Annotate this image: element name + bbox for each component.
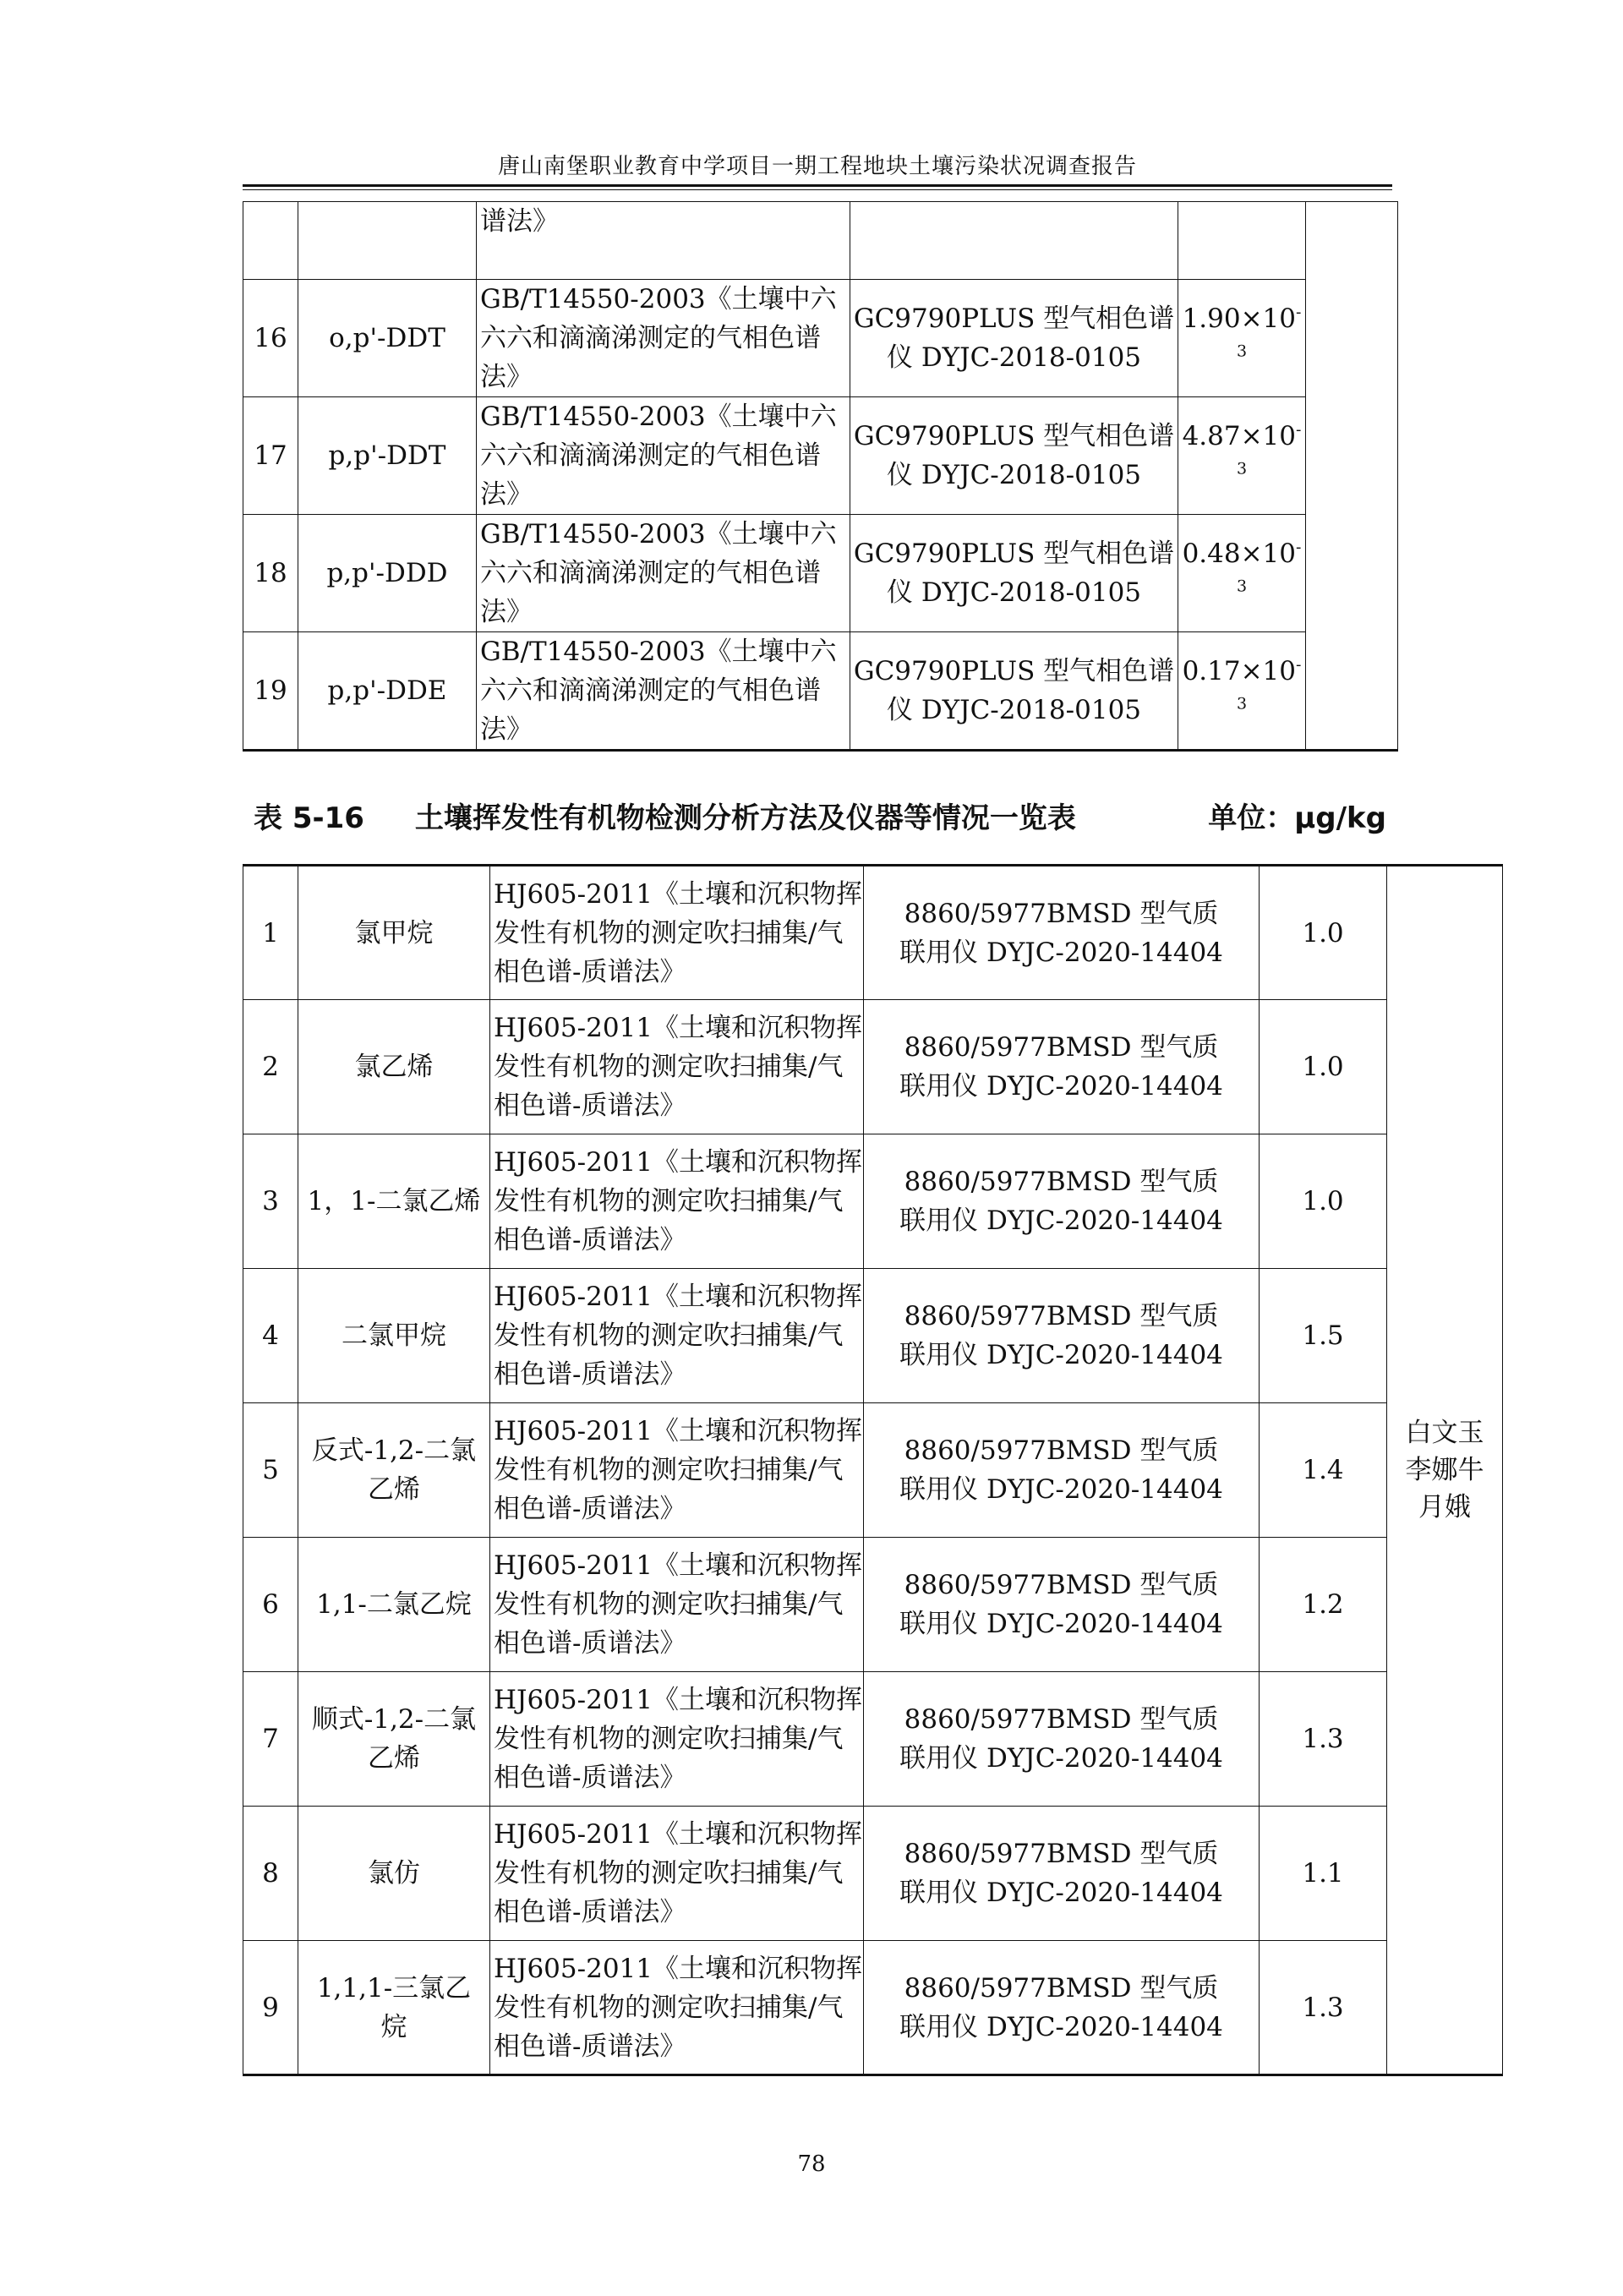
instrument: GC9790PLUS 型气相色谱仪 DYJC-2018-0105 (850, 280, 1178, 397)
compound-name: p,p'-DDD (298, 515, 477, 632)
row-number: 17 (243, 397, 298, 515)
table-caption-unit: 单位：μg/kg (1208, 801, 1386, 835)
table-row (243, 1269, 1503, 1403)
table-row (243, 1403, 1503, 1538)
table-row (243, 202, 1398, 280)
method-standard: HJ605-2011《土壤和沉积物挥发性有机物的测定吹扫捕集/气相色谱-质谱法》 (490, 1672, 864, 1807)
detection-limit: 1.0 (1260, 1000, 1387, 1134)
method-standard: GB/T14550-2003《土壤中六六六和滴滴涕测定的气相色谱法》 (477, 515, 850, 632)
method-standard: HJ605-2011《土壤和沉积物挥发性有机物的测定吹扫捕集/气相色谱-质谱法》 (490, 866, 864, 1000)
compound-name: 氯乙烯 (298, 1000, 490, 1134)
method-standard: HJ605-2011《土壤和沉积物挥发性有机物的测定吹扫捕集/气相色谱-质谱法》 (490, 1941, 864, 2075)
instrument: GC9790PLUS 型气相色谱仪 DYJC-2018-0105 (850, 397, 1178, 515)
table-caption-title: 土壤挥发性有机物检测分析方法及仪器等情况一览表 (414, 801, 1076, 835)
detection-limit (1178, 202, 1306, 280)
method-standard: HJ605-2011《土壤和沉积物挥发性有机物的测定吹扫捕集/气相色谱-质谱法》 (490, 1538, 864, 1672)
limit-exponent: -3 (1236, 303, 1302, 361)
instrument (850, 202, 1178, 280)
analyst-cell (1306, 202, 1398, 751)
table-row (243, 1807, 1503, 1941)
instrument: 8860/5977BMSD 型气质联用仪 DYJC-2020-14404 (864, 1538, 1260, 1672)
ddt-methods-table (243, 201, 1398, 752)
detection-limit: 1.0 (1260, 1134, 1387, 1269)
method-standard: HJ605-2011《土壤和沉积物挥发性有机物的测定吹扫捕集/气相色谱-质谱法》 (490, 1403, 864, 1538)
instrument: 8860/5977BMSD 型气质联用仪 DYJC-2020-14404 (864, 866, 1260, 1000)
method-standard: HJ605-2011《土壤和沉积物挥发性有机物的测定吹扫捕集/气相色谱-质谱法》 (490, 1807, 864, 1941)
detection-limit: $1.90\times 10^{-3}$ (1178, 280, 1306, 397)
row-number: 4 (243, 1269, 298, 1403)
detection-limit: 1.5 (1260, 1269, 1387, 1403)
row-number: 5 (243, 1403, 298, 1538)
method-standard: GB/T14550-2003《土壤中六六六和滴滴涕测定的气相色谱法》 (477, 397, 850, 515)
method-standard: HJ605-2011《土壤和沉积物挥发性有机物的测定吹扫捕集/气相色谱-质谱法》 (490, 1134, 864, 1269)
instrument: 8860/5977BMSD 型气质联用仪 DYJC-2020-14404 (864, 1672, 1260, 1807)
row-number: 18 (243, 515, 298, 632)
row-number: 3 (243, 1134, 298, 1269)
table-row (243, 515, 1398, 632)
compound-name: p,p'-DDE (298, 632, 477, 751)
limit-exponent: -3 (1236, 538, 1302, 596)
method-standard: GB/T14550-2003《土壤中六六六和滴滴涕测定的气相色谱法》 (477, 632, 850, 751)
row-number: 6 (243, 1538, 298, 1672)
voc-methods-table (243, 864, 1503, 2076)
detection-limit: $0.17\times 10^{-3}$ (1178, 632, 1306, 751)
instrument: 8860/5977BMSD 型气质联用仪 DYJC-2020-14404 (864, 1403, 1260, 1538)
compound-name: 反式-1,2-二氯乙烯 (298, 1403, 490, 1538)
compound-name: p,p'-DDT (298, 397, 477, 515)
instrument: 8860/5977BMSD 型气质联用仪 DYJC-2020-14404 (864, 1941, 1260, 2075)
detection-limit: 1.3 (1260, 1941, 1387, 2075)
detection-limit: 1.2 (1260, 1538, 1387, 1672)
limit-exponent: -3 (1236, 655, 1302, 713)
table-caption (254, 795, 1386, 836)
table-row (243, 1941, 1503, 2075)
method-standard: HJ605-2011《土壤和沉积物挥发性有机物的测定吹扫捕集/气相色谱-质谱法》 (490, 1000, 864, 1134)
method-standard: 谱法》 (477, 202, 850, 280)
compound-name: 氯仿 (298, 1807, 490, 1941)
detection-limit: $4.87\times 10^{-3}$ (1178, 397, 1306, 515)
detection-limit: 1.0 (1260, 866, 1387, 1000)
row-number: 2 (243, 1000, 298, 1134)
page-header-title: 唐山南堡职业教育中学项目一期工程地块土壤污染状况调查报告 (497, 154, 1137, 179)
instrument: 8860/5977BMSD 型气质联用仪 DYJC-2020-14404 (864, 1000, 1260, 1134)
row-number: 19 (243, 632, 298, 751)
instrument: GC9790PLUS 型气相色谱仪 DYJC-2018-0105 (850, 515, 1178, 632)
header-rule (243, 184, 1392, 187)
compound-name: o,p'-DDT (298, 280, 477, 397)
compound-name: 顺式-1,2-二氯乙烯 (298, 1672, 490, 1807)
detection-limit: 1.3 (1260, 1672, 1387, 1807)
table-row (243, 1672, 1503, 1807)
table-row (243, 397, 1398, 515)
row-number (243, 202, 298, 280)
compound-name: 氯甲烷 (298, 866, 490, 1000)
instrument: 8860/5977BMSD 型气质联用仪 DYJC-2020-14404 (864, 1807, 1260, 1941)
row-number: 1 (243, 866, 298, 1000)
compound-name (298, 202, 477, 280)
table-row (243, 632, 1398, 751)
detection-limit: 1.4 (1260, 1403, 1387, 1538)
row-number: 7 (243, 1672, 298, 1807)
table-row (243, 1538, 1503, 1672)
row-number: 9 (243, 1941, 298, 2075)
row-number: 16 (243, 280, 298, 397)
table-row (243, 866, 1503, 1000)
header-rule-thin (243, 189, 1392, 190)
table-row (243, 1134, 1503, 1269)
compound-name: 二氯甲烷 (298, 1269, 490, 1403)
compound-name: 1,1,1-三氯乙烷 (298, 1941, 490, 2075)
method-standard: HJ605-2011《土壤和沉积物挥发性有机物的测定吹扫捕集/气相色谱-质谱法》 (490, 1269, 864, 1403)
detection-limit: $0.48\times 10^{-3}$ (1178, 515, 1306, 632)
table-caption-number: 表 5-16 (254, 801, 364, 835)
method-standard: GB/T14550-2003《土壤中六六六和滴滴涕测定的气相色谱法》 (477, 280, 850, 397)
instrument: GC9790PLUS 型气相色谱仪 DYJC-2018-0105 (850, 632, 1178, 751)
detection-limit: 1.1 (1260, 1807, 1387, 1941)
compound-name: 1，1-二氯乙烯 (298, 1134, 490, 1269)
table-row (243, 280, 1398, 397)
limit-exponent: -3 (1236, 420, 1302, 478)
instrument: 8860/5977BMSD 型气质联用仪 DYJC-2020-14404 (864, 1269, 1260, 1403)
analyst-names: 白文玉 李娜牛月娥 (1387, 866, 1503, 2075)
table-row (243, 1000, 1503, 1134)
instrument: 8860/5977BMSD 型气质联用仪 DYJC-2020-14404 (864, 1134, 1260, 1269)
compound-name: 1,1-二氯乙烷 (298, 1538, 490, 1672)
page-number: 78 (797, 2151, 826, 2177)
row-number: 8 (243, 1807, 298, 1941)
